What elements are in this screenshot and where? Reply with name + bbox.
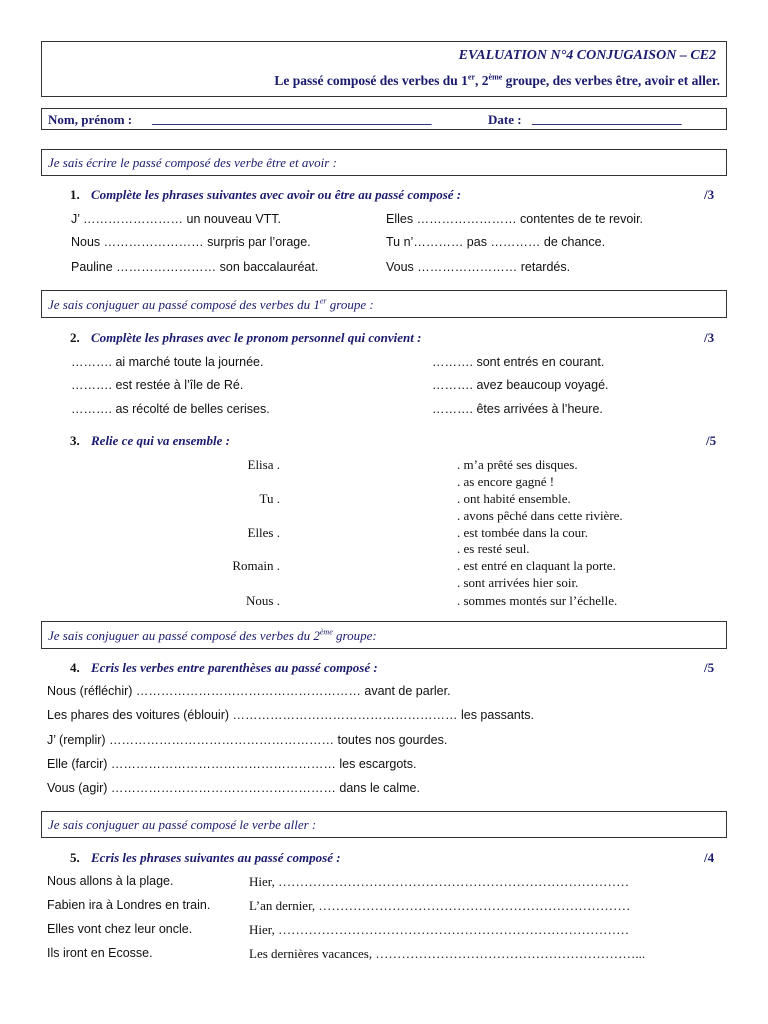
ex3-ending-2[interactable]: . as encore gagné ! — [457, 474, 555, 489]
ex4-line-5[interactable]: Vous (agir) ……………………………………………… dans le calme. — [47, 781, 420, 795]
exercise-2-title — [70, 330, 421, 346]
ex2-left-3[interactable]: ………. as récolté de belles cerises. — [71, 402, 270, 416]
ex4-line-1[interactable]: Nous (réfléchir) ……………………………………………… avant de parler. — [47, 684, 451, 698]
section-heading-2-text — [48, 297, 374, 313]
ex3-ending-8[interactable]: . sont arrivées hier soir. — [457, 575, 579, 590]
exercise-5-score: /4 — [704, 850, 715, 865]
subtitle-sup1: er — [467, 72, 476, 82]
ex3-ending-9[interactable]: . sommes montés sur l’échelle. — [457, 593, 618, 608]
exercise-1-number: 1. — [70, 187, 80, 202]
section-heading-1-text: Je sais écrire le passé composé des verbe être et avoir : — [48, 155, 337, 170]
ex3-subject-romain[interactable]: Romain . — [232, 558, 280, 573]
exercise-1-instruction: Complète les phrases suivantes avec avoir ou être au passé composé : — [91, 187, 462, 202]
exercise-3-instruction: Relie ce qui va ensemble : — [91, 433, 230, 448]
ex5-left-2: Fabien ira à Londres en train. — [47, 898, 211, 912]
subtitle-mid: , 2 — [475, 73, 489, 88]
ex3-subject-nous[interactable]: Nous . — [246, 593, 280, 608]
subtitle-pre: Le passé composé des verbes du 1 — [274, 73, 468, 88]
ex5-right-1[interactable]: Hier, ……………………………………………………………………… — [249, 874, 630, 889]
ex1-left-1[interactable]: J’ …………………… un nouveau VTT. — [71, 212, 282, 226]
ex1-left-3[interactable]: Pauline …………………… son baccalauréat. — [71, 260, 319, 274]
exercise-4-instruction: Ecris les verbes entre parenthèses au passé composé : — [91, 660, 378, 675]
section-heading-2 — [41, 290, 727, 318]
header-box — [41, 41, 727, 97]
exercise-5-number: 5. — [70, 850, 80, 865]
ex2-right-1[interactable]: ………. sont entrés en courant. — [432, 355, 605, 369]
section-heading-1 — [41, 149, 727, 176]
ex3-ending-6[interactable]: . es resté seul. — [457, 541, 530, 556]
ex3-ending-5[interactable]: . est tombée dans la cour. — [457, 525, 589, 540]
exercise-2-instruction: Complète les phrases avec le pronom personnel qui convient : — [91, 330, 422, 345]
section-heading-2-sup: er — [319, 296, 327, 306]
exercise-5-instruction: Ecris les phrases suivantes au passé composé : — [91, 850, 341, 865]
section-heading-3-post: groupe: — [332, 628, 377, 643]
exercise-3-number: 3. — [70, 433, 80, 448]
ex5-left-4: Ils iront en Ecosse. — [47, 946, 153, 960]
ex4-line-4[interactable]: Elle (farcir) ……………………………………………… les escargots. — [47, 757, 417, 771]
exercise-4-score: /5 — [704, 660, 715, 675]
exercise-5-title — [70, 850, 341, 866]
ex1-right-1[interactable]: Elles …………………… contentes de te revoir. — [386, 212, 644, 226]
exercise-4-title — [70, 660, 378, 676]
ex3-ending-1[interactable]: . m’a prêté ses disques. — [457, 457, 578, 472]
ex2-left-1[interactable]: ………. ai marché toute la journée. — [71, 355, 264, 369]
ex1-right-2[interactable]: Tu n’………… pas ………… de chance. — [386, 235, 606, 249]
exercise-1-title — [70, 187, 461, 203]
exercise-2-score: /3 — [704, 330, 715, 345]
ex5-left-1: Nous allons à la plage. — [47, 874, 174, 888]
ex3-ending-4[interactable]: . avons pêché dans cette rivière. — [457, 508, 623, 523]
ex1-right-3[interactable]: Vous …………………… retardés. — [386, 260, 571, 274]
ex4-line-2[interactable]: Les phares des voitures (éblouir) ……………………………………………… les passants. — [47, 708, 534, 722]
worksheet-subtitle — [274, 73, 720, 89]
ex3-subject-elisa[interactable]: Elisa . — [247, 457, 280, 472]
section-heading-2-post: groupe : — [326, 297, 374, 312]
name-label: Nom, prénom : — [48, 112, 133, 127]
ex2-right-3[interactable]: ………. êtes arrivées à l’heure. — [432, 402, 603, 416]
date-label: Date : — [488, 112, 522, 127]
ex5-left-3: Elles vont chez leur oncle. — [47, 922, 193, 936]
ex3-subject-tu[interactable]: Tu . — [259, 491, 280, 506]
identity-box — [41, 108, 727, 130]
worksheet-title: EVALUATION N°4 CONJUGAISON – CE2 — [458, 48, 716, 63]
ex4-line-3[interactable]: J’ (remplir) ……………………………………………… toutes nos gourdes. — [47, 733, 448, 747]
exercise-2-number: 2. — [70, 330, 80, 345]
exercise-3-title — [70, 433, 230, 449]
ex2-right-2[interactable]: ………. avez beaucoup voyagé. — [432, 378, 609, 392]
section-heading-3 — [41, 621, 727, 649]
subtitle-post: groupe, des verbes être, avoir et aller. — [502, 73, 720, 88]
ex3-ending-7[interactable]: . est entré en claquant la porte. — [457, 558, 616, 573]
name-field[interactable]: ___________________________________________ — [152, 111, 432, 126]
section-heading-4 — [41, 811, 727, 838]
section-heading-3-sup: ème — [319, 627, 333, 637]
section-heading-3-text — [48, 628, 377, 644]
section-heading-2-pre: Je sais conjuguer au passé composé des verbes du 1 — [48, 297, 320, 312]
ex5-right-4[interactable]: Les dernières vacances, ……………………………………………………... — [249, 946, 646, 961]
ex5-right-2[interactable]: L’an dernier, ……………………………………………………………… — [249, 898, 631, 913]
ex3-subject-elles[interactable]: Elles . — [247, 525, 280, 540]
ex1-left-2[interactable]: Nous …………………… surpris par l’orage. — [71, 235, 311, 249]
exercise-3-score: /5 — [706, 433, 717, 448]
ex2-left-2[interactable]: ………. est restée à l’île de Ré. — [71, 378, 244, 392]
section-heading-3-pre: Je sais conjuguer au passé composé des verbes du 2 — [48, 628, 320, 643]
ex5-right-3[interactable]: Hier, ……………………………………………………………………… — [249, 922, 630, 937]
subtitle-sup2: ème — [488, 72, 503, 82]
section-heading-4-text: Je sais conjuguer au passé composé le verbe aller : — [48, 817, 317, 832]
exercise-1-score: /3 — [704, 187, 715, 202]
ex3-ending-3[interactable]: . ont habité ensemble. — [457, 491, 571, 506]
exercise-4-number: 4. — [70, 660, 80, 675]
date-field[interactable]: _______________________ — [532, 111, 682, 126]
